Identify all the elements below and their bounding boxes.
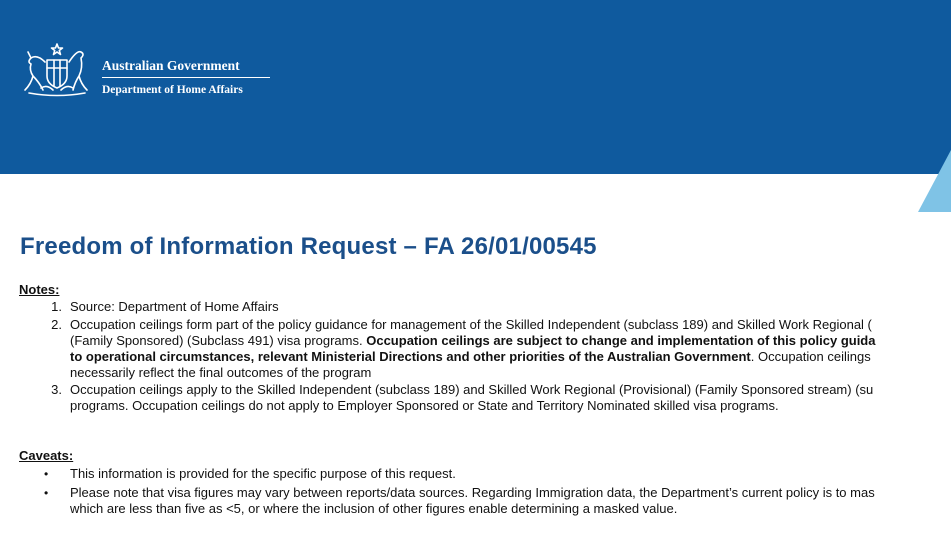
caveat-item-1 <box>44 466 951 482</box>
bullet-icon: • <box>44 467 49 481</box>
note-text: necessarily reflect the final outcomes of the program <box>70 365 372 380</box>
note-emphasis: to operational circumstances, relevant Ministerial Directions and other priorities of the Australian Government <box>70 349 751 364</box>
caveats-heading: Caveats: <box>19 448 74 463</box>
note-emphasis: Occupation ceilings are subject to change and implementation of this policy guida <box>366 333 876 348</box>
coat-of-arms-icon <box>17 40 97 100</box>
note-number: 1. <box>51 299 62 314</box>
note-item-2 <box>51 317 951 381</box>
note-item-3 <box>51 382 951 414</box>
note-text: Source: Department of Home Affairs <box>70 299 279 314</box>
note-text: Occupation ceilings apply to the Skilled Independent (subclass 189) and Skilled Work Regional (Provisional) (Family Sponsored stream) (su <box>70 382 874 397</box>
note-text-mixed <box>70 349 951 365</box>
caveat-text: Please note that visa figures may vary between reports/data sources. Regarding Immigration data, the Department’s current policy is to mas <box>70 485 875 500</box>
note-item-1 <box>51 299 951 315</box>
note-text: programs. Occupation ceilings do not apply to Employer Sponsored or State and Territory Nominated skilled visa programs. <box>70 398 779 413</box>
note-text: (Family Sponsored) (Subclass 491) visa programs. <box>70 333 367 348</box>
note-number: 2. <box>51 317 62 332</box>
department-name: Department of Home Affairs <box>102 84 243 96</box>
caveat-text: This information is provided for the specific purpose of this request. <box>70 466 456 481</box>
note-text-mixed <box>70 333 951 349</box>
government-name: Australian Government <box>102 58 240 73</box>
government-logo-text <box>102 56 270 97</box>
caveat-text: which are less than five as <5, or where the inclusion of other figures enable determining a masked value. <box>70 501 678 516</box>
logo-divider <box>102 77 270 78</box>
note-text: . Occupation ceilings <box>750 349 871 364</box>
note-text: Occupation ceilings form part of the policy guidance for management of the Skilled Independent (subclass 189) and Skilled Work Regional ( <box>70 317 872 332</box>
notes-heading: Notes: <box>19 282 60 297</box>
caveat-item-2 <box>44 485 951 517</box>
document-title: Freedom of Information Request – FA 26/01/00545 <box>20 233 597 260</box>
note-number: 3. <box>51 382 62 397</box>
bullet-icon: • <box>44 486 49 500</box>
